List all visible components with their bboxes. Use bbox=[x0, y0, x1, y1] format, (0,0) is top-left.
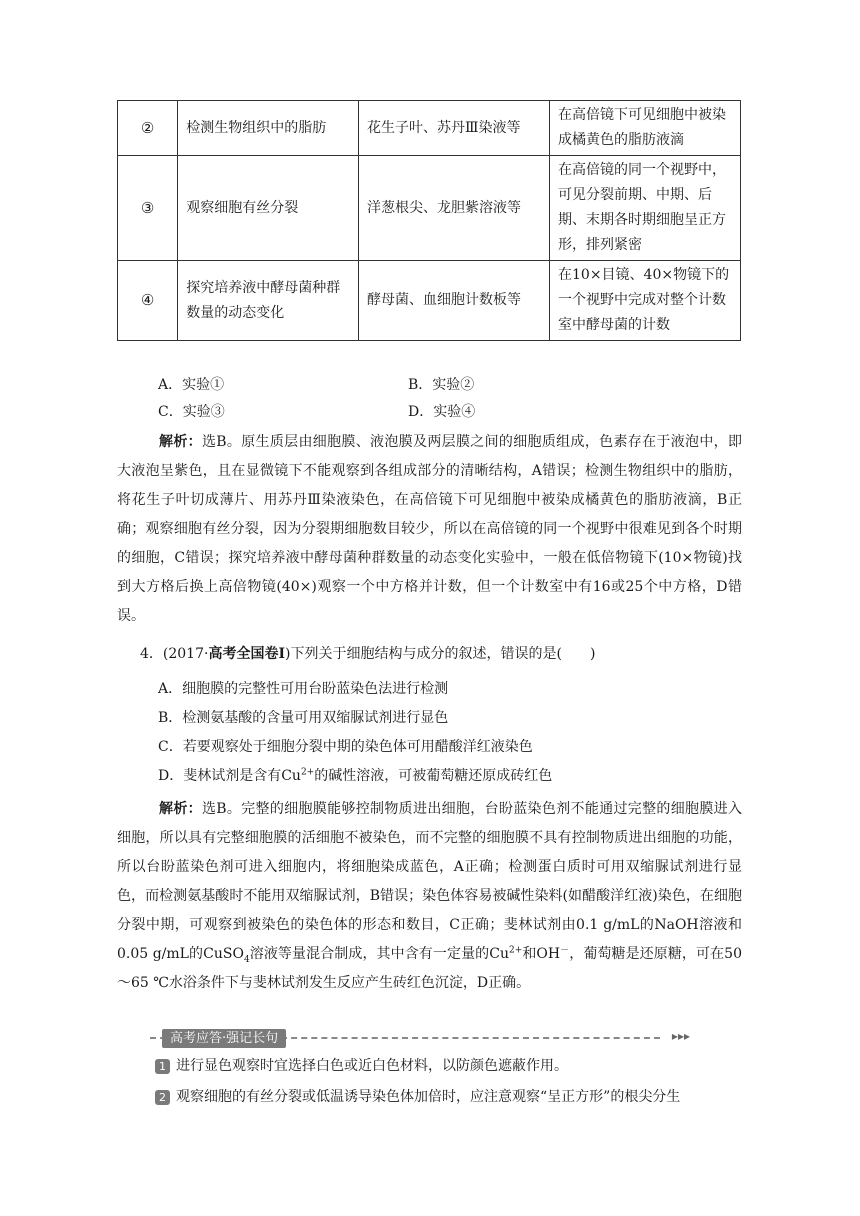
question-4 bbox=[140, 641, 595, 792]
row-number: ③ bbox=[118, 156, 178, 261]
analysis-text: 选B。原生质层由细胞膜、液泡膜及两层膜之间的细胞质组成，色素存在于液泡中，即大液泡呈紫色，且在显微镜下不能观察到各组成部分的清晰结构，A错误；检测生物组织中的脂肪，将花生子叶切成薄片、用苏丹Ⅲ染液染色，在高倍镜下可见细胞中被染成橘黄色的脂肪液滴，B正确；观察细胞有丝分裂，因为分裂期细胞数目较少，所以在高倍镜的同一个视野中很难见到各个时期的细胞，C错误；探究培养液中酵母菌种群数量的动态变化实验中，一般在低倍物镜下(10×物镜)找到大方格后换上高倍物镜(40×)观察一个中方格并计数，但一个计数室中有16或25个中方格，D错误。 bbox=[117, 434, 742, 624]
q4-option-d-sup: 2+ bbox=[300, 767, 315, 778]
q3-option-a: A．实验① bbox=[158, 377, 225, 393]
q3-option-c: C．实验③ bbox=[158, 404, 225, 420]
row-observation: 在高倍镜的同一个视野中，可见分裂前期、中期、后期、末期各时期细胞呈正方形，排列紧密 bbox=[550, 156, 741, 261]
analysis-sup: 2+ bbox=[508, 945, 523, 956]
q4-analysis bbox=[117, 795, 742, 998]
row-purpose: 观察细胞有丝分裂 bbox=[178, 156, 359, 261]
table-row bbox=[118, 261, 741, 341]
q3-options bbox=[158, 372, 658, 426]
q4-stem-suffix: )下列关于细胞结构与成分的叙述，错误的是( ) bbox=[285, 646, 596, 662]
analysis-text: ，葡萄糖是还原糖，可在50～65 ℃水浴条件下与斐林试剂发生反应产生砖红色沉淀，D正确。 bbox=[117, 946, 742, 991]
analysis-text: 选B。完整的细胞膜能够控制物质进出细胞，台盼蓝染色剂不能通过完整的细胞膜进入细胞，所以具有完整细胞膜的活细胞不被染色，而不完整的细胞膜不具有控制物质进出细胞的功能，所以台盼蓝染色剂可进入细胞内，将细胞染成蓝色，A正确；检测蛋白质时可用双缩脲试剂进行显色，而检测氨基酸时不能用双缩脲试剂，B错误；染色体容易被碱性染料(如醋酸洋红液)染色，在细胞分裂中期，可观察到被染色的染色体的形态和数目，C正确；斐林试剂由0.1 g/mL的NaOH溶液和0.05 g/mL的CuSO bbox=[117, 801, 742, 962]
q4-source: 高考全国卷Ⅰ bbox=[208, 646, 286, 662]
row-purpose: 探究培养液中酵母菌种群数量的动态变化 bbox=[178, 261, 359, 341]
q4-stem-prefix: 4．(2017· bbox=[140, 646, 209, 662]
arrow-right-icon: ▸▸▸ bbox=[671, 1029, 690, 1043]
row-number: ② bbox=[118, 101, 178, 156]
experiment-table bbox=[117, 100, 741, 341]
row-material: 洋葱根尖、龙胆紫溶液等 bbox=[359, 156, 550, 261]
row-material: 花生子叶、苏丹Ⅲ染液等 bbox=[359, 101, 550, 156]
row-material: 酵母菌、血细胞计数板等 bbox=[359, 261, 550, 341]
banner-label: 高考应答·强记长句 bbox=[162, 1029, 286, 1048]
tip-number-badge: 2 bbox=[155, 1090, 170, 1105]
tip-text: 观察细胞的有丝分裂或低温诱导染色体加倍时，应注意观察“呈正方形”的根尖分生 bbox=[176, 1089, 681, 1105]
analysis-text: 溶液等量混合制成，其中含有一定量的Cu bbox=[249, 946, 509, 962]
q4-option-c: C．若要观察处于细胞分裂中期的染色体可用醋酸洋红液染色 bbox=[158, 739, 533, 755]
q4-options bbox=[158, 676, 595, 792]
q4-option-a: A．细胞膜的完整性可用台盼蓝染色法进行检测 bbox=[158, 681, 449, 697]
row-purpose: 检测生物组织中的脂肪 bbox=[178, 101, 359, 156]
q3-option-b: B．实验② bbox=[408, 377, 475, 393]
tip-item bbox=[155, 1054, 568, 1078]
analysis-label: 解析： bbox=[159, 801, 202, 817]
row-observation: 在高倍镜下可见细胞中被染成橘黄色的脂肪液滴 bbox=[550, 101, 741, 156]
tip-item bbox=[155, 1085, 680, 1109]
table-row bbox=[118, 156, 741, 261]
q4-option-b: B．检测氨基酸的含量可用双缩脲试剂进行显色 bbox=[158, 710, 449, 726]
q3-option-d: D．实验④ bbox=[408, 404, 476, 420]
q3-analysis bbox=[117, 428, 742, 631]
section-banner bbox=[150, 1027, 690, 1049]
analysis-sub: 4 bbox=[243, 954, 250, 965]
row-observation: 在10×目镜、40×物镜下的一个视野中完成对整个计数室中酵母菌的计数 bbox=[550, 261, 741, 341]
tip-text: 进行显色观察时宜选择白色或近白色材料，以防颜色遮蔽作用。 bbox=[176, 1058, 568, 1074]
analysis-label: 解析： bbox=[159, 434, 202, 450]
analysis-sup: － bbox=[560, 945, 570, 956]
table-row bbox=[118, 101, 741, 156]
analysis-text: 和OH bbox=[522, 946, 561, 962]
q4-option-d-prefix: D．斐林试剂是含有Cu bbox=[158, 768, 301, 784]
q4-option-d bbox=[158, 763, 595, 792]
tip-number-badge: 1 bbox=[155, 1059, 170, 1074]
q4-option-d-suffix: 的碱性溶液，可被葡萄糖还原成砖红色 bbox=[314, 768, 553, 784]
q4-stem bbox=[140, 641, 595, 668]
row-number: ④ bbox=[118, 261, 178, 341]
